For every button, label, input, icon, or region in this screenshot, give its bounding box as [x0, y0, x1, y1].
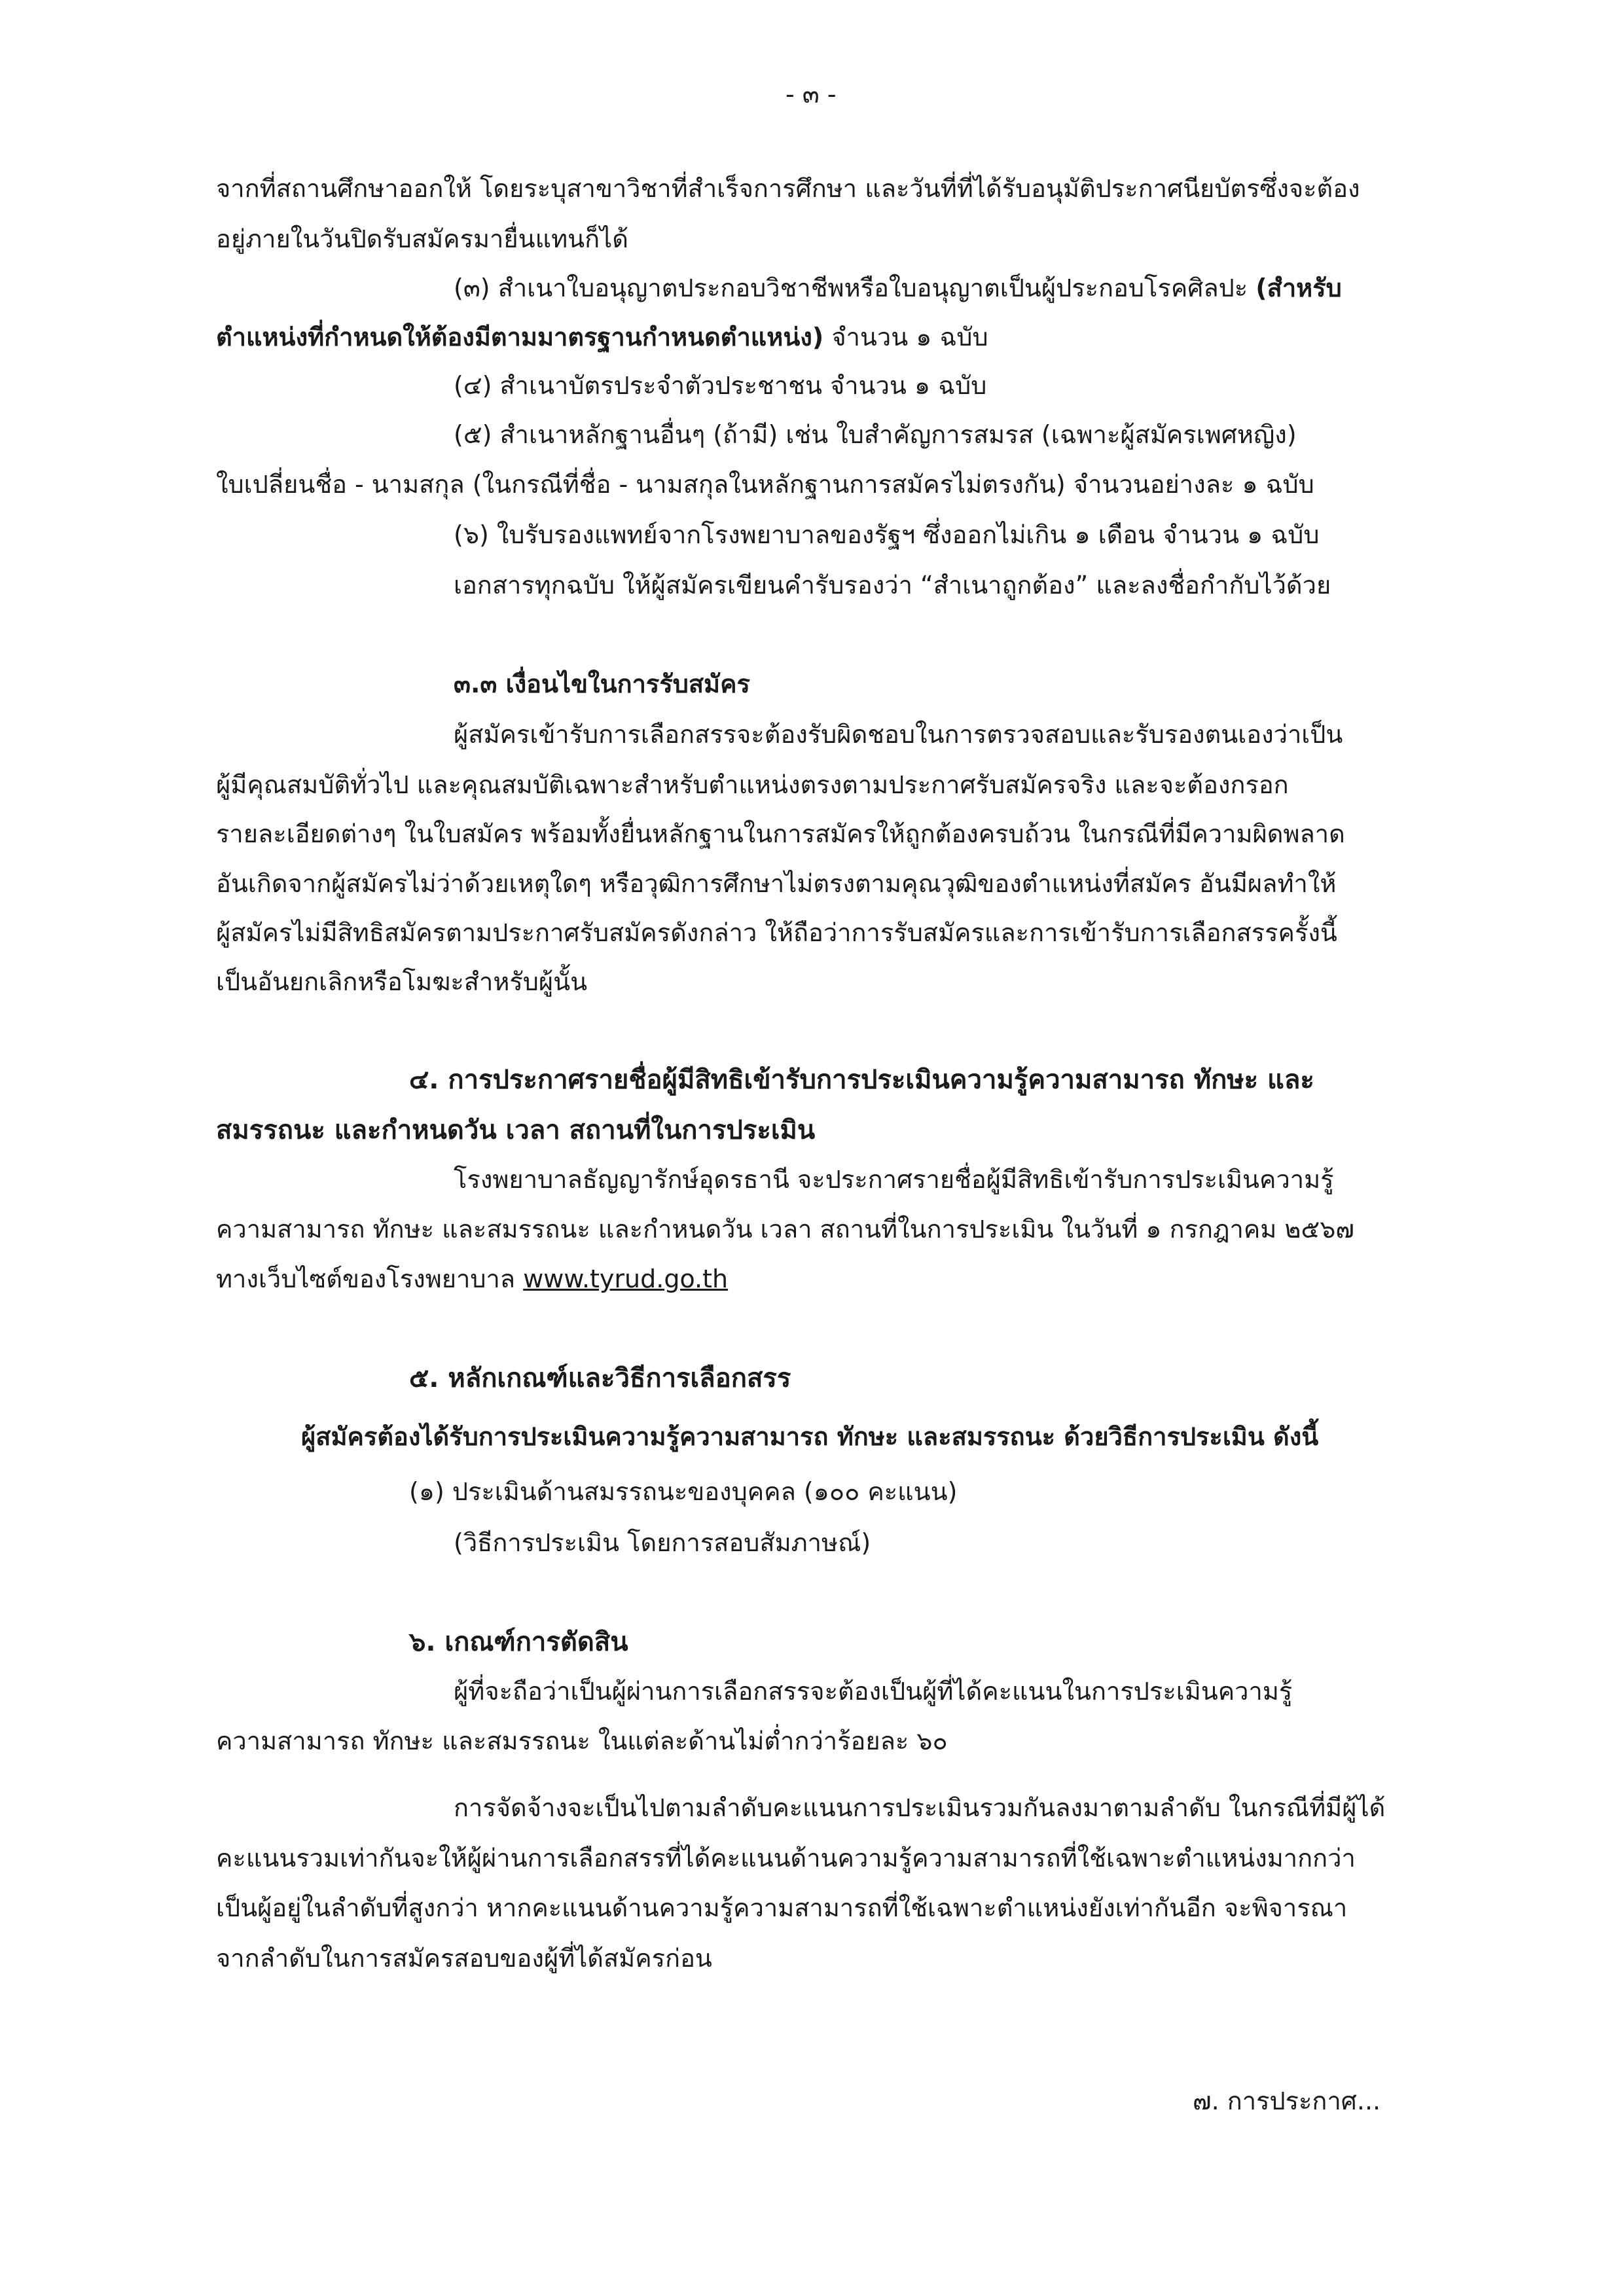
section-3-3-line: ผู้สมัครเข้ารับการเลือกสรรจะต้องรับผิดชอบในการตรวจสอบและรับรองตนเองว่าเป็น — [454, 720, 1343, 749]
section-4-heading: ๔. การประกาศรายชื่อผู้มีสิทธิเข้ารับการประเมินความรู้ความสามารถ ทักษะ และ — [409, 1065, 1314, 1095]
section-6-line: การจัดจ้างจะเป็นไปตามลำดับคะแนนการประเมินรวมกันลงมาตามลำดับ ในกรณีที่มีผู้ได้ — [454, 1793, 1386, 1822]
section-6-line: ความสามารถ ทักษะ และสมรรถนะ ในแต่ละด้านไม่ต่ำกว่าร้อยละ ๖๐ — [216, 1727, 948, 1755]
doc-item-3-bold-cont: ตำแหน่งที่กำหนดให้ต้องมีตามมาตรฐานกำหนดตำแหน่ง) — [216, 323, 824, 351]
section-5-item-1-method: (วิธีการประเมิน โดยการสอบสัมภาษณ์) — [454, 1528, 871, 1557]
section-4-line — [216, 1265, 728, 1295]
doc-item-4: (๔) สำเนาบัตรประจำตัวประชาชน จำนวน ๑ ฉบับ — [454, 371, 987, 400]
continuation-note: ๗. การประกาศ... — [1193, 2087, 1381, 2115]
doc-item-3 — [454, 274, 1342, 304]
section-5-subheading: ผู้สมัครต้องได้รับการประเมินความรู้ความสามารถ ทักษะ และสมรรถนะ ด้วยวิธีการประเมิน ดังนี้ — [301, 1422, 1319, 1451]
page-number: - ๓ - — [785, 80, 837, 109]
section-6-line: ผู้ที่จะถือว่าเป็นผู้ผ่านการเลือกสรรจะต้องเป็นผู้ที่ได้คะแนนในการประเมินความรู้ — [454, 1677, 1293, 1706]
doc-item-3-count: จำนวน ๑ ฉบับ — [831, 323, 988, 351]
section-4-line: โรงพยาบาลธัญญารักษ์อุดรธานี จะประกาศรายชื่อผู้มีสิทธิเข้ารับการประเมินความรู้ — [454, 1165, 1334, 1194]
section-5-heading: ๕. หลักเกณฑ์และวิธีการเลือกสรร — [409, 1363, 791, 1393]
section-6-heading: ๖. เกณฑ์การตัดสิน — [409, 1627, 628, 1657]
intro-line: อยู่ภายในวันปิดรับสมัครมายื่นแทนก็ได้ — [216, 224, 628, 253]
doc-item-6: (๖) ใบรับรองแพทย์จากโรงพยาบาลของรัฐฯ ซึ่งออกไม่เกิน ๑ เดือน จำนวน ๑ ฉบับ — [454, 520, 1320, 549]
website-prefix: ทางเว็บไซต์ของโรงพยาบาล — [216, 1265, 516, 1293]
section-6-line: คะแนนรวมเท่ากันจะให้ผู้ผ่านการเลือกสรรที่ได้คะแนนด้านความรู้ความสามารถที่ใช้เฉพาะตำแหน่งมากกว่า — [216, 1844, 1356, 1873]
intro-line: จากที่สถานศึกษาออกให้ โดยระบุสาขาวิชาที่สำเร็จการศึกษา และวันที่ที่ได้รับอนุมัติประกาศนียบัตรซึ่งจะต้อง — [216, 174, 1360, 203]
section-4-line: ความสามารถ ทักษะ และสมรรถนะ และกำหนดวัน เวลา สถานที่ในการประเมิน ในวันที่ ๑ กรกฎาคม ๒๕๖๗ — [216, 1215, 1354, 1244]
doc-item-5-cont: ใบเปลี่ยนชื่อ - นามสกุล (ในกรณีที่ชื่อ - นามสกุลในหลักฐานการสมัครไม่ตรงกัน) จำนวนอย่างละ ๑ ฉบับ — [216, 470, 1314, 499]
section-6-line: จากลำดับในการสมัครสอบของผู้ที่ได้สมัครก่อน — [216, 1944, 712, 1973]
section-4-heading-cont: สมรรถนะ และกำหนดวัน เวลา สถานที่ในการประเมิน — [216, 1115, 816, 1145]
certify-note: เอกสารทุกฉบับ ให้ผู้สมัครเขียนคำรับรองว่า “สำเนาถูกต้อง” และลงชื่อกำกับไว้ด้วย — [454, 571, 1331, 600]
section-3-3-line: ผู้มีคุณสมบัติทั่วไป และคุณสมบัติเฉพาะสำหรับตำแหน่งตรงตามประกาศรับสมัครจริง และจะต้องกรอก — [216, 770, 1289, 799]
doc-item-3-cont — [216, 323, 988, 353]
website-link[interactable]: www.tyrud.go.th — [523, 1265, 729, 1293]
doc-item-5: (๕) สำเนาหลักฐานอื่นๆ (ถ้ามี) เช่น ใบสำคัญการสมรส (เฉพาะผู้สมัครเพศหญิง) — [454, 420, 1297, 449]
section-5-item-1: (๑) ประเมินด้านสมรรถนะของบุคคล (๑๐๐ คะแนน) — [409, 1477, 958, 1506]
doc-item-3-bold: (สำหรับ — [1255, 274, 1342, 302]
section-3-3-line: อันเกิดจากผู้สมัครไม่ว่าด้วยเหตุใดๆ หรือวุฒิการศึกษาไม่ตรงตามคุณวุฒิของตำแหน่งที่สมัคร อันมีผลทำให้ — [216, 869, 1337, 898]
section-3-3-line: รายละเอียดต่างๆ ในใบสมัคร พร้อมทั้งยื่นหลักฐานในการสมัครให้ถูกต้องครบถ้วน ในกรณีที่มีความผิดพลาด — [216, 819, 1345, 848]
section-3-3-heading: ๓.๓ เงื่อนไขในการรับสมัคร — [454, 670, 750, 698]
section-6-line: เป็นผู้อยู่ในลำดับที่สูงกว่า หากคะแนนด้านความรู้ความสามารถที่ใช้เฉพาะตำแหน่งยังเท่ากันอีก จะพิจารณา — [216, 1893, 1348, 1922]
doc-item-3-text: (๓) สำเนาใบอนุญาตประกอบวิชาชีพหรือใบอนุญาตเป็นผู้ประกอบโรคศิลปะ — [454, 274, 1248, 302]
section-3-3-line: ผู้สมัครไม่มีสิทธิสมัครตามประกาศรับสมัครดังกล่าว ให้ถือว่าการรับสมัครและการเข้ารับการเลือกสรรครั้งนี้ — [216, 918, 1337, 947]
section-3-3-line: เป็นอันยกเลิกหรือโมฆะสำหรับผู้นั้น — [216, 967, 588, 996]
